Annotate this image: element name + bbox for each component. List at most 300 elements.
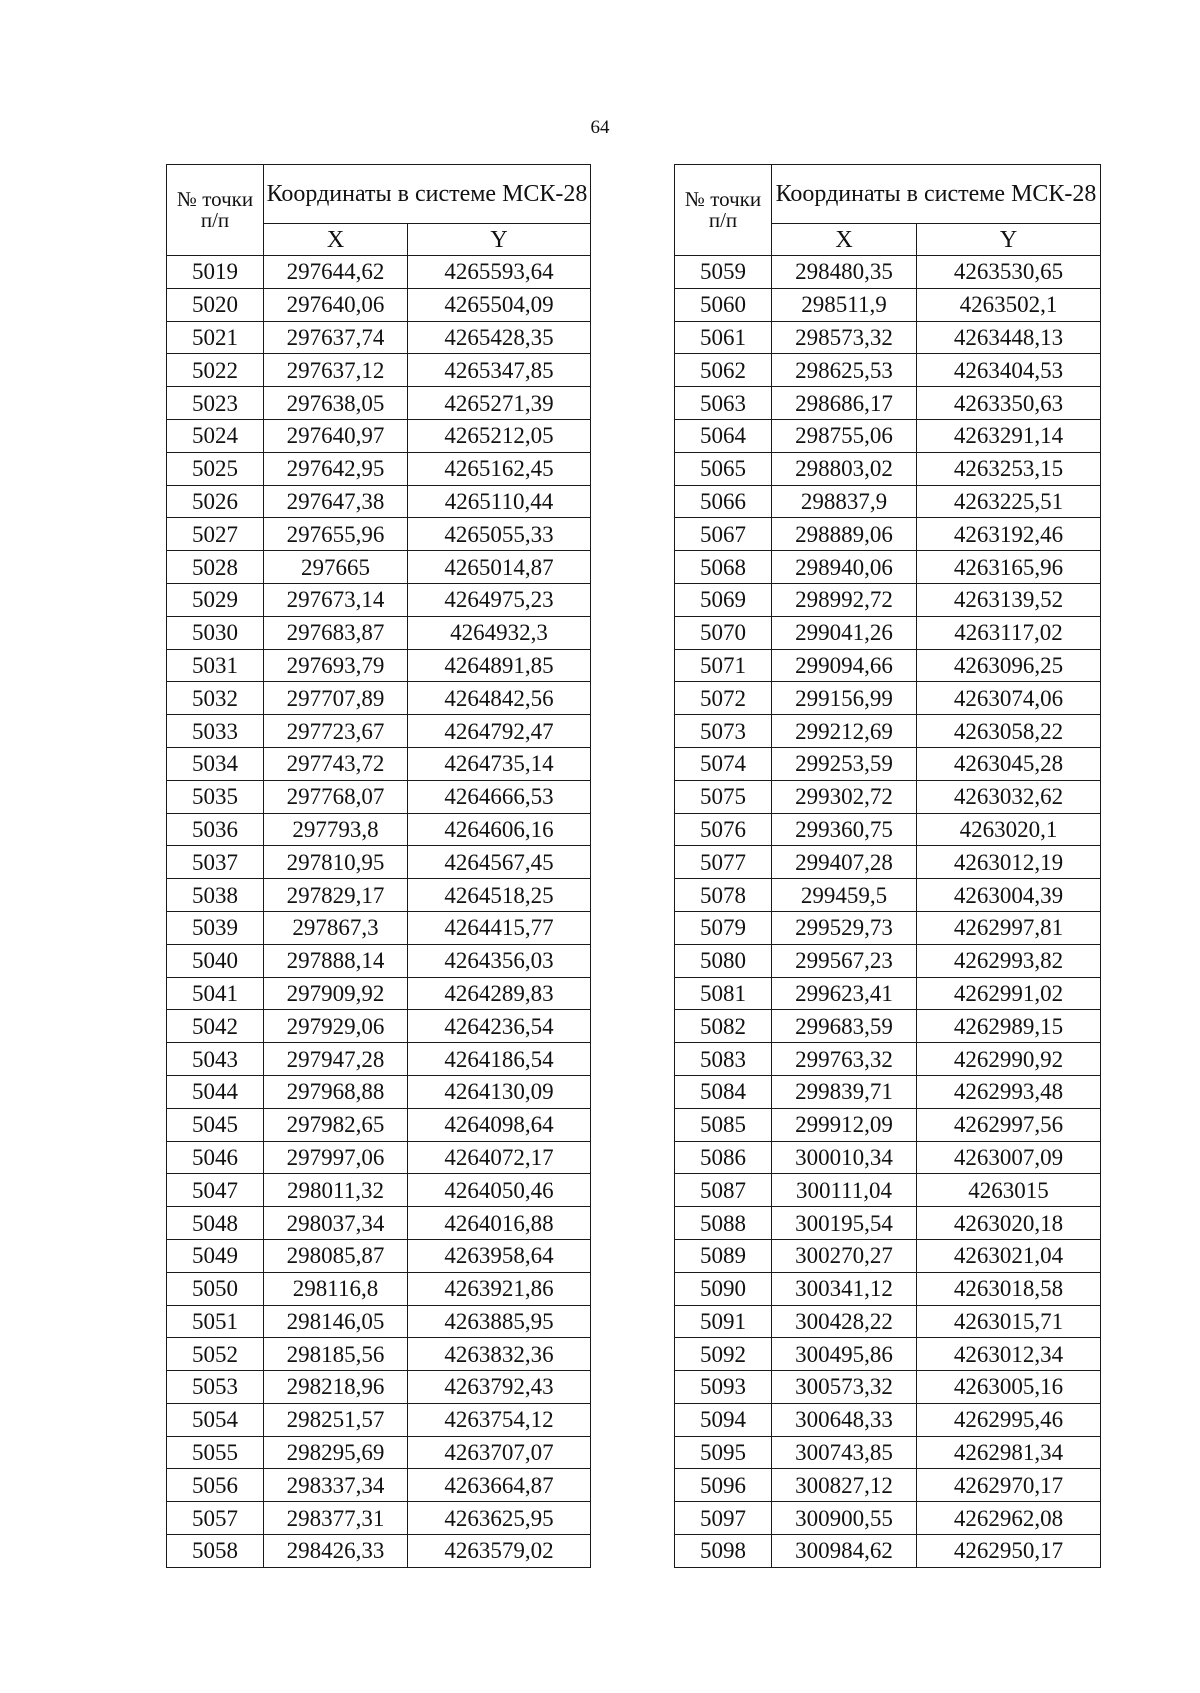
point-number-cell: 5028 [167, 551, 264, 584]
y-coordinate-cell: 4264932,3 [408, 616, 591, 649]
y-column-header: Y [917, 224, 1101, 256]
point-number-cell: 5021 [167, 321, 264, 354]
y-coordinate-cell: 4263020,18 [917, 1207, 1101, 1240]
x-coordinate-cell: 297997,06 [264, 1141, 408, 1174]
table-row [167, 256, 591, 289]
table-row [675, 518, 1101, 551]
point-number-cell: 5040 [167, 944, 264, 977]
table-row [675, 1010, 1101, 1043]
y-coordinate-cell: 4263096,25 [917, 649, 1101, 682]
y-coordinate-cell: 4263404,53 [917, 354, 1101, 387]
point-number-cell: 5086 [675, 1141, 772, 1174]
point-number-cell: 5079 [675, 911, 772, 944]
y-coordinate-cell: 4263253,15 [917, 452, 1101, 485]
point-number-cell: 5057 [167, 1502, 264, 1535]
x-coordinate-cell: 297743,72 [264, 747, 408, 780]
table-row [167, 452, 591, 485]
table-row [167, 1371, 591, 1404]
table-row [167, 288, 591, 321]
x-coordinate-cell: 299459,5 [772, 879, 917, 912]
table-row [167, 1305, 591, 1338]
x-coordinate-cell: 297982,65 [264, 1108, 408, 1141]
x-coordinate-cell: 299623,41 [772, 977, 917, 1010]
point-number-cell: 5033 [167, 715, 264, 748]
point-number-cell: 5031 [167, 649, 264, 682]
y-coordinate-cell: 4263005,16 [917, 1371, 1101, 1404]
point-number-cell: 5085 [675, 1108, 772, 1141]
table-row [675, 321, 1101, 354]
coordinates-table-right [674, 164, 1101, 1568]
table-row [167, 747, 591, 780]
y-coordinate-cell: 4265162,45 [408, 452, 591, 485]
x-coordinate-cell: 298755,06 [772, 419, 917, 452]
x-column-header: X [772, 224, 917, 256]
x-coordinate-cell: 299041,26 [772, 616, 917, 649]
y-coordinate-cell: 4263350,63 [917, 387, 1101, 420]
x-coordinate-cell: 297644,62 [264, 256, 408, 289]
x-coordinate-cell: 298511,9 [772, 288, 917, 321]
y-coordinate-cell: 4264567,45 [408, 846, 591, 879]
point-number-cell: 5022 [167, 354, 264, 387]
table-body-left [167, 256, 591, 1568]
table-row [167, 813, 591, 846]
x-coordinate-cell: 300827,12 [772, 1469, 917, 1502]
y-coordinate-cell: 4263058,22 [917, 715, 1101, 748]
y-coordinate-cell: 4264606,16 [408, 813, 591, 846]
table-row [675, 387, 1101, 420]
y-coordinate-cell: 4264415,77 [408, 911, 591, 944]
point-number-cell: 5074 [675, 747, 772, 780]
x-coordinate-cell: 298011,32 [264, 1174, 408, 1207]
x-coordinate-cell: 297637,12 [264, 354, 408, 387]
point-number-cell: 5029 [167, 583, 264, 616]
point-number-cell: 5095 [675, 1436, 772, 1469]
point-number-cell: 5019 [167, 256, 264, 289]
y-coordinate-cell: 4262989,15 [917, 1010, 1101, 1043]
point-number-cell: 5092 [675, 1338, 772, 1371]
point-number-cell: 5055 [167, 1436, 264, 1469]
x-coordinate-cell: 298837,9 [772, 485, 917, 518]
table-row [675, 485, 1101, 518]
table-row [167, 682, 591, 715]
x-coordinate-cell: 298803,02 [772, 452, 917, 485]
x-coordinate-cell: 297793,8 [264, 813, 408, 846]
table-row [675, 977, 1101, 1010]
table-row [167, 911, 591, 944]
point-number-cell: 5068 [675, 551, 772, 584]
table-row [675, 1272, 1101, 1305]
x-coordinate-cell: 298625,53 [772, 354, 917, 387]
y-coordinate-cell: 4263225,51 [917, 485, 1101, 518]
point-number-header: № точки п/п [167, 165, 264, 256]
y-coordinate-cell: 4265055,33 [408, 518, 591, 551]
table-row [675, 747, 1101, 780]
y-coordinate-cell: 4263015 [917, 1174, 1101, 1207]
x-coordinate-cell: 297693,79 [264, 649, 408, 682]
coordinates-table-left [166, 164, 591, 1568]
y-coordinate-cell: 4263021,04 [917, 1239, 1101, 1272]
point-number-cell: 5062 [675, 354, 772, 387]
x-coordinate-cell: 297723,67 [264, 715, 408, 748]
y-coordinate-cell: 4262981,34 [917, 1436, 1101, 1469]
x-coordinate-cell: 300111,04 [772, 1174, 917, 1207]
point-number-cell: 5048 [167, 1207, 264, 1240]
y-coordinate-cell: 4263579,02 [408, 1535, 591, 1568]
y-coordinate-cell: 4263448,13 [917, 321, 1101, 354]
y-coordinate-cell: 4263012,34 [917, 1338, 1101, 1371]
point-number-cell: 5020 [167, 288, 264, 321]
y-column-header: Y [408, 224, 591, 256]
point-number-cell: 5044 [167, 1075, 264, 1108]
point-number-cell: 5035 [167, 780, 264, 813]
x-coordinate-cell: 298037,34 [264, 1207, 408, 1240]
x-coordinate-cell: 298116,8 [264, 1272, 408, 1305]
point-number-cell: 5070 [675, 616, 772, 649]
x-coordinate-cell: 299302,72 [772, 780, 917, 813]
x-coordinate-cell: 299912,09 [772, 1108, 917, 1141]
table-row [675, 288, 1101, 321]
y-coordinate-cell: 4264186,54 [408, 1043, 591, 1076]
y-coordinate-cell: 4262997,81 [917, 911, 1101, 944]
table-row [167, 977, 591, 1010]
y-coordinate-cell: 4264016,88 [408, 1207, 591, 1240]
x-coordinate-cell: 297707,89 [264, 682, 408, 715]
point-number-cell: 5047 [167, 1174, 264, 1207]
y-coordinate-cell: 4264666,53 [408, 780, 591, 813]
table-row [167, 1338, 591, 1371]
point-number-cell: 5060 [675, 288, 772, 321]
point-number-cell: 5078 [675, 879, 772, 912]
x-coordinate-cell: 300495,86 [772, 1338, 917, 1371]
y-coordinate-cell: 4265593,64 [408, 256, 591, 289]
y-coordinate-cell: 4265014,87 [408, 551, 591, 584]
point-number-cell: 5075 [675, 780, 772, 813]
point-number-cell: 5032 [167, 682, 264, 715]
y-coordinate-cell: 4262990,92 [917, 1043, 1101, 1076]
point-number-cell: 5066 [675, 485, 772, 518]
y-coordinate-cell: 4262993,48 [917, 1075, 1101, 1108]
x-coordinate-cell: 298992,72 [772, 583, 917, 616]
y-coordinate-cell: 4264792,47 [408, 715, 591, 748]
point-number-cell: 5081 [675, 977, 772, 1010]
x-coordinate-cell: 297640,97 [264, 419, 408, 452]
x-coordinate-cell: 298889,06 [772, 518, 917, 551]
y-coordinate-cell: 4263117,02 [917, 616, 1101, 649]
table-row [167, 649, 591, 682]
table-row [167, 616, 591, 649]
point-number-cell: 5061 [675, 321, 772, 354]
table-row [675, 1436, 1101, 1469]
table-row [675, 780, 1101, 813]
point-number-cell: 5073 [675, 715, 772, 748]
table-row [167, 1272, 591, 1305]
point-number-cell: 5088 [675, 1207, 772, 1240]
table-row [675, 944, 1101, 977]
y-coordinate-cell: 4263045,28 [917, 747, 1101, 780]
point-number-cell: 5026 [167, 485, 264, 518]
y-coordinate-cell: 4263625,95 [408, 1502, 591, 1535]
point-number-cell: 5030 [167, 616, 264, 649]
table-row [167, 879, 591, 912]
x-coordinate-cell: 300270,27 [772, 1239, 917, 1272]
table-row [675, 1174, 1101, 1207]
x-coordinate-cell: 297647,38 [264, 485, 408, 518]
x-coordinate-cell: 297867,3 [264, 911, 408, 944]
x-coordinate-cell: 299360,75 [772, 813, 917, 846]
table-row [675, 256, 1101, 289]
point-number-cell: 5080 [675, 944, 772, 977]
y-coordinate-cell: 4263192,46 [917, 518, 1101, 551]
table-row [675, 911, 1101, 944]
table-row [675, 354, 1101, 387]
y-coordinate-cell: 4262997,56 [917, 1108, 1101, 1141]
y-coordinate-cell: 4263664,87 [408, 1469, 591, 1502]
point-number-cell: 5083 [675, 1043, 772, 1076]
x-coordinate-cell: 298377,31 [264, 1502, 408, 1535]
table-row [675, 1502, 1101, 1535]
x-coordinate-cell: 300743,85 [772, 1436, 917, 1469]
x-coordinate-cell: 297829,17 [264, 879, 408, 912]
page-number: 64 [590, 117, 610, 138]
point-number-cell: 5023 [167, 387, 264, 420]
point-number-cell: 5049 [167, 1239, 264, 1272]
point-number-cell: 5089 [675, 1239, 772, 1272]
x-coordinate-cell: 298146,05 [264, 1305, 408, 1338]
y-coordinate-cell: 4263291,14 [917, 419, 1101, 452]
x-coordinate-cell: 299212,69 [772, 715, 917, 748]
point-number-cell: 5091 [675, 1305, 772, 1338]
table-row [167, 1239, 591, 1272]
table-row [167, 715, 591, 748]
point-number-cell: 5096 [675, 1469, 772, 1502]
y-coordinate-cell: 4263165,96 [917, 551, 1101, 584]
x-coordinate-cell: 298426,33 [264, 1535, 408, 1568]
y-coordinate-cell: 4265347,85 [408, 354, 591, 387]
y-coordinate-cell: 4264518,25 [408, 879, 591, 912]
table-row [675, 1108, 1101, 1141]
point-number-cell: 5036 [167, 813, 264, 846]
coordinates-group-header: Координаты в системе МСК-28 [264, 165, 591, 224]
y-coordinate-cell: 4263007,09 [917, 1141, 1101, 1174]
y-coordinate-cell: 4263958,64 [408, 1239, 591, 1272]
table-row [167, 1010, 591, 1043]
table-row [675, 1469, 1101, 1502]
point-number-cell: 5056 [167, 1469, 264, 1502]
x-coordinate-cell: 299763,32 [772, 1043, 917, 1076]
y-coordinate-cell: 4263707,07 [408, 1436, 591, 1469]
table-row [675, 616, 1101, 649]
table-row [167, 1207, 591, 1240]
point-number-cell: 5094 [675, 1403, 772, 1436]
point-number-cell: 5065 [675, 452, 772, 485]
table-row [675, 452, 1101, 485]
x-coordinate-cell: 300195,54 [772, 1207, 917, 1240]
x-coordinate-cell: 300900,55 [772, 1502, 917, 1535]
point-number-cell: 5051 [167, 1305, 264, 1338]
table-row [167, 419, 591, 452]
point-number-cell: 5050 [167, 1272, 264, 1305]
y-coordinate-cell: 4263832,36 [408, 1338, 591, 1371]
y-coordinate-cell: 4263754,12 [408, 1403, 591, 1436]
table-row [167, 1502, 591, 1535]
point-number-cell: 5087 [675, 1174, 772, 1207]
table-row [675, 846, 1101, 879]
table-row [675, 551, 1101, 584]
point-number-cell: 5072 [675, 682, 772, 715]
table-row [167, 1174, 591, 1207]
table-row [167, 1535, 591, 1568]
x-coordinate-cell: 297638,05 [264, 387, 408, 420]
point-number-cell: 5059 [675, 256, 772, 289]
y-coordinate-cell: 4265271,39 [408, 387, 591, 420]
table-row [167, 1043, 591, 1076]
y-coordinate-cell: 4264975,23 [408, 583, 591, 616]
point-number-cell: 5064 [675, 419, 772, 452]
x-coordinate-cell: 300341,12 [772, 1272, 917, 1305]
table-row [675, 1141, 1101, 1174]
point-number-cell: 5053 [167, 1371, 264, 1404]
point-number-cell: 5067 [675, 518, 772, 551]
point-number-cell: 5069 [675, 583, 772, 616]
y-coordinate-cell: 4264356,03 [408, 944, 591, 977]
point-number-cell: 5052 [167, 1338, 264, 1371]
x-coordinate-cell: 298940,06 [772, 551, 917, 584]
x-coordinate-cell: 297768,07 [264, 780, 408, 813]
x-coordinate-cell: 298480,35 [772, 256, 917, 289]
point-number-cell: 5024 [167, 419, 264, 452]
table-row [167, 518, 591, 551]
y-coordinate-cell: 4264735,14 [408, 747, 591, 780]
table-row [167, 1469, 591, 1502]
point-number-cell: 5038 [167, 879, 264, 912]
point-number-cell: 5042 [167, 1010, 264, 1043]
y-coordinate-cell: 4263032,62 [917, 780, 1101, 813]
x-coordinate-cell: 297947,28 [264, 1043, 408, 1076]
table-row [167, 780, 591, 813]
table-row [167, 321, 591, 354]
y-coordinate-cell: 4262970,17 [917, 1469, 1101, 1502]
table-row [167, 1436, 591, 1469]
y-coordinate-cell: 4262993,82 [917, 944, 1101, 977]
y-coordinate-cell: 4263502,1 [917, 288, 1101, 321]
point-number-cell: 5041 [167, 977, 264, 1010]
y-coordinate-cell: 4263074,06 [917, 682, 1101, 715]
x-coordinate-cell: 297665 [264, 551, 408, 584]
y-coordinate-cell: 4265212,05 [408, 419, 591, 452]
table-row [675, 419, 1101, 452]
x-coordinate-cell: 298185,56 [264, 1338, 408, 1371]
y-coordinate-cell: 4265504,09 [408, 288, 591, 321]
point-number-cell: 5054 [167, 1403, 264, 1436]
point-number-cell: 5039 [167, 911, 264, 944]
table-row [167, 1403, 591, 1436]
y-coordinate-cell: 4264236,54 [408, 1010, 591, 1043]
coordinates-group-header: Координаты в системе МСК-28 [772, 165, 1101, 224]
x-coordinate-cell: 298686,17 [772, 387, 917, 420]
point-number-cell: 5093 [675, 1371, 772, 1404]
x-coordinate-cell: 299094,66 [772, 649, 917, 682]
y-coordinate-cell: 4263139,52 [917, 583, 1101, 616]
x-coordinate-cell: 298085,87 [264, 1239, 408, 1272]
point-number-cell: 5077 [675, 846, 772, 879]
table-row [167, 354, 591, 387]
table-row [167, 485, 591, 518]
table-row [167, 1108, 591, 1141]
table-row [675, 1239, 1101, 1272]
table-row [167, 387, 591, 420]
table-row [675, 1371, 1101, 1404]
x-coordinate-cell: 297968,88 [264, 1075, 408, 1108]
y-coordinate-cell: 4265110,44 [408, 485, 591, 518]
x-coordinate-cell: 300984,62 [772, 1535, 917, 1568]
point-number-header: № точки п/п [675, 165, 772, 256]
table-row [675, 583, 1101, 616]
table-row [675, 1338, 1101, 1371]
y-coordinate-cell: 4263921,86 [408, 1272, 591, 1305]
x-coordinate-cell: 298573,32 [772, 321, 917, 354]
x-coordinate-cell: 297655,96 [264, 518, 408, 551]
point-number-cell: 5045 [167, 1108, 264, 1141]
x-coordinate-cell: 297637,74 [264, 321, 408, 354]
y-coordinate-cell: 4263015,71 [917, 1305, 1101, 1338]
y-coordinate-cell: 4262962,08 [917, 1502, 1101, 1535]
table-row [167, 551, 591, 584]
point-number-cell: 5082 [675, 1010, 772, 1043]
table-row [675, 1207, 1101, 1240]
x-coordinate-cell: 297909,92 [264, 977, 408, 1010]
point-number-cell: 5025 [167, 452, 264, 485]
point-number-cell: 5090 [675, 1272, 772, 1305]
table-body-right [675, 256, 1101, 1568]
y-coordinate-cell: 4263530,65 [917, 256, 1101, 289]
x-coordinate-cell: 297888,14 [264, 944, 408, 977]
x-coordinate-cell: 299683,59 [772, 1010, 917, 1043]
x-coordinate-cell: 300648,33 [772, 1403, 917, 1436]
y-coordinate-cell: 4262991,02 [917, 977, 1101, 1010]
x-coordinate-cell: 298295,69 [264, 1436, 408, 1469]
y-coordinate-cell: 4264130,09 [408, 1075, 591, 1108]
y-coordinate-cell: 4263018,58 [917, 1272, 1101, 1305]
x-coordinate-cell: 299407,28 [772, 846, 917, 879]
x-coordinate-cell: 297929,06 [264, 1010, 408, 1043]
point-number-cell: 5043 [167, 1043, 264, 1076]
table-row [675, 715, 1101, 748]
x-coordinate-cell: 297640,06 [264, 288, 408, 321]
y-coordinate-cell: 4264289,83 [408, 977, 591, 1010]
point-number-cell: 5037 [167, 846, 264, 879]
table-row [675, 1535, 1101, 1568]
x-coordinate-cell: 300010,34 [772, 1141, 917, 1174]
table-row [675, 1305, 1101, 1338]
point-number-cell: 5046 [167, 1141, 264, 1174]
x-coordinate-cell: 299839,71 [772, 1075, 917, 1108]
point-number-cell: 5071 [675, 649, 772, 682]
y-coordinate-cell: 4265428,35 [408, 321, 591, 354]
y-coordinate-cell: 4262995,46 [917, 1403, 1101, 1436]
x-coordinate-cell: 298251,57 [264, 1403, 408, 1436]
y-coordinate-cell: 4262950,17 [917, 1535, 1101, 1568]
x-coordinate-cell: 299253,59 [772, 747, 917, 780]
point-number-cell: 5084 [675, 1075, 772, 1108]
x-coordinate-cell: 297810,95 [264, 846, 408, 879]
x-coordinate-cell: 300428,22 [772, 1305, 917, 1338]
table-row [167, 1075, 591, 1108]
y-coordinate-cell: 4264842,56 [408, 682, 591, 715]
table-row [675, 1043, 1101, 1076]
table-row [675, 682, 1101, 715]
table-row [167, 1141, 591, 1174]
point-number-cell: 5027 [167, 518, 264, 551]
